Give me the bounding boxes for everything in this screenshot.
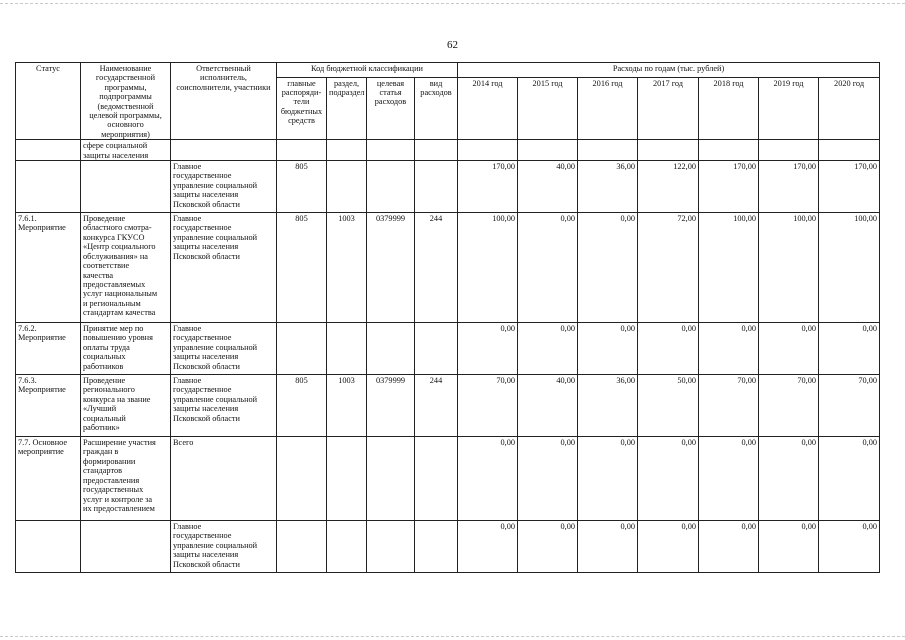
section-cell-text: 1003 xyxy=(338,214,355,224)
expense-cell: 0,00 xyxy=(578,521,638,573)
header-year-2015: 2015 год xyxy=(518,77,578,140)
expense-cell: 0,00 xyxy=(638,521,699,573)
header-grbs: главные распоряди-тели бюджетных средств xyxy=(277,77,327,140)
expense-cell: 40,00 xyxy=(518,161,578,213)
expense-cell: 100,00 xyxy=(699,213,759,323)
responsible-cell xyxy=(171,437,277,521)
status-cell xyxy=(16,213,81,323)
expense-cell: 0,00 xyxy=(518,213,578,323)
expense-cell: 0,00 xyxy=(638,437,699,521)
status-cell xyxy=(16,323,81,375)
table-row xyxy=(16,323,880,375)
expense-cell xyxy=(638,140,699,161)
table-row xyxy=(16,213,880,323)
grbs-cell xyxy=(277,323,327,375)
scan-edge-top xyxy=(0,3,905,4)
table-row xyxy=(16,161,880,213)
expense-cell: 70,00 xyxy=(458,375,518,437)
header-name: Наименование государственной программы, подпрограммы (ведомственной целевой программы, основного мероприятия) xyxy=(81,63,171,140)
type-cell xyxy=(415,375,458,437)
section-cell xyxy=(327,140,367,161)
expense-cell: 0,00 xyxy=(458,323,518,375)
expense-cell: 0,00 xyxy=(518,521,578,573)
name-cell xyxy=(81,521,171,573)
section-cell xyxy=(327,521,367,573)
responsible-cell xyxy=(171,375,277,437)
type-cell-text: 244 xyxy=(429,214,443,224)
status-cell-text: 7.6.3. Мероприятие xyxy=(18,376,66,395)
expense-cell: 122,00 xyxy=(638,161,699,213)
header-year-2019: 2019 год xyxy=(759,77,819,140)
expense-cell: 70,00 xyxy=(759,375,819,437)
grbs-cell xyxy=(277,437,327,521)
name-cell-text: Проведение областного смотра- конкурса ГКУСО «Центр социального обслуживания» на соответствие качества предоставляемых услуг национальным и региональным стандартам качества xyxy=(83,214,158,318)
header-year-2017: 2017 год xyxy=(638,77,699,140)
responsible-cell xyxy=(171,323,277,375)
expense-cell: 50,00 xyxy=(638,375,699,437)
expense-cell xyxy=(578,140,638,161)
header-article: целевая статья расходов xyxy=(367,77,415,140)
expense-cell: 0,00 xyxy=(518,437,578,521)
status-cell-text: 7.7. Основное мероприятие xyxy=(18,438,68,457)
status-cell xyxy=(16,437,81,521)
grbs-cell xyxy=(277,521,327,573)
expense-cell: 0,00 xyxy=(759,323,819,375)
status-cell-text: 7.6.2. Мероприятие xyxy=(18,324,66,343)
grbs-cell-text: 805 xyxy=(295,376,308,386)
expense-cell: 100,00 xyxy=(458,213,518,323)
grbs-cell xyxy=(277,375,327,437)
article-cell xyxy=(367,437,415,521)
expense-cell: 70,00 xyxy=(699,375,759,437)
section-cell-text: 1003 xyxy=(338,376,355,386)
expense-cell: 0,00 xyxy=(578,213,638,323)
expense-cell xyxy=(699,140,759,161)
section-cell xyxy=(327,161,367,213)
expense-cell: 0,00 xyxy=(819,437,880,521)
expense-cell: 100,00 xyxy=(759,213,819,323)
expense-cell: 0,00 xyxy=(578,323,638,375)
expense-cell: 0,00 xyxy=(578,437,638,521)
status-cell xyxy=(16,521,81,573)
table-row xyxy=(16,437,880,521)
expense-cell: 36,00 xyxy=(578,375,638,437)
header-year-2016: 2016 год xyxy=(578,77,638,140)
article-cell xyxy=(367,161,415,213)
name-cell xyxy=(81,213,171,323)
grbs-cell-text: 805 xyxy=(295,162,308,172)
type-cell xyxy=(415,161,458,213)
table-row xyxy=(16,375,880,437)
expense-cell: 70,00 xyxy=(819,375,880,437)
header-budget-code: Код бюджетной классификации xyxy=(277,63,458,78)
expense-cell: 170,00 xyxy=(458,161,518,213)
responsible-cell xyxy=(171,213,277,323)
section-cell xyxy=(327,213,367,323)
header-section: раздел, подраздел xyxy=(327,77,367,140)
responsible-cell-text: Главное государственное управление социальной защиты населения Псковской области xyxy=(173,214,258,261)
grbs-cell-text: 805 xyxy=(295,214,308,224)
article-cell xyxy=(367,213,415,323)
table-row xyxy=(16,521,880,573)
section-cell xyxy=(327,375,367,437)
responsible-cell-text: Главное государственное управление социальной защиты населения Псковской области xyxy=(173,162,258,209)
article-cell xyxy=(367,140,415,161)
type-cell-text: 244 xyxy=(429,376,443,386)
budget-table xyxy=(15,62,880,573)
grbs-cell xyxy=(277,213,327,323)
section-cell xyxy=(327,437,367,521)
header-year-2018: 2018 год xyxy=(699,77,759,140)
name-cell-text: сфере социальной защиты населения xyxy=(83,141,149,160)
article-cell xyxy=(367,521,415,573)
expense-cell xyxy=(518,140,578,161)
header-year-2014: 2014 год xyxy=(458,77,518,140)
name-cell-text: Принятие мер по повышению уровня оплаты труда социальных работников xyxy=(83,324,153,371)
expense-cell xyxy=(819,140,880,161)
table-row xyxy=(16,140,880,161)
type-cell xyxy=(415,521,458,573)
responsible-cell-text: Всего xyxy=(173,438,194,448)
name-cell-text: Проведение регионального конкурса на звание «Лучший социальный работник» xyxy=(83,376,151,433)
expense-cell: 0,00 xyxy=(699,323,759,375)
type-cell xyxy=(415,213,458,323)
type-cell xyxy=(415,140,458,161)
grbs-cell xyxy=(277,161,327,213)
expense-cell: 170,00 xyxy=(699,161,759,213)
name-cell xyxy=(81,161,171,213)
type-cell xyxy=(415,323,458,375)
status-cell-text: 7.6.1. Мероприятие xyxy=(18,214,66,233)
scan-edge-bottom xyxy=(0,636,905,637)
expense-cell: 100,00 xyxy=(819,213,880,323)
article-cell xyxy=(367,375,415,437)
expense-cell: 170,00 xyxy=(819,161,880,213)
expense-cell: 0,00 xyxy=(699,521,759,573)
expense-cell: 0,00 xyxy=(699,437,759,521)
expense-cell: 0,00 xyxy=(458,437,518,521)
header-responsible: Ответственный исполнитель, соисполнители, участники xyxy=(171,63,277,140)
responsible-cell xyxy=(171,140,277,161)
name-cell xyxy=(81,323,171,375)
expense-cell: 0,00 xyxy=(638,323,699,375)
name-cell xyxy=(81,140,171,161)
status-cell xyxy=(16,161,81,213)
section-cell xyxy=(327,323,367,375)
type-cell xyxy=(415,437,458,521)
expense-cell xyxy=(759,140,819,161)
responsible-cell-text: Главное государственное управление социальной защиты населения Псковской области xyxy=(173,522,258,569)
status-cell xyxy=(16,375,81,437)
expense-cell: 0,00 xyxy=(819,323,880,375)
header-type: вид расходов xyxy=(415,77,458,140)
expense-cell xyxy=(458,140,518,161)
expense-cell: 36,00 xyxy=(578,161,638,213)
expense-cell: 0,00 xyxy=(819,521,880,573)
expense-cell: 0,00 xyxy=(458,521,518,573)
responsible-cell-text: Главное государственное управление социальной защиты населения Псковской области xyxy=(173,376,258,423)
page-number: 62 xyxy=(447,39,458,51)
responsible-cell xyxy=(171,161,277,213)
expense-cell: 0,00 xyxy=(759,437,819,521)
responsible-cell-text: Главное государственное управление социальной защиты населения Псковской области xyxy=(173,324,258,371)
expense-cell: 40,00 xyxy=(518,375,578,437)
expense-cell: 0,00 xyxy=(518,323,578,375)
expense-cell: 170,00 xyxy=(759,161,819,213)
article-cell-text: 0379999 xyxy=(375,376,406,386)
header-row-1 xyxy=(16,63,880,78)
expense-cell: 72,00 xyxy=(638,213,699,323)
grbs-cell xyxy=(277,140,327,161)
status-cell xyxy=(16,140,81,161)
expense-cell: 0,00 xyxy=(759,521,819,573)
name-cell xyxy=(81,375,171,437)
table-body xyxy=(16,140,880,573)
name-cell xyxy=(81,437,171,521)
article-cell-text: 0379999 xyxy=(375,214,406,224)
header-expenses: Расходы по годам (тыс. рублей) xyxy=(458,63,880,78)
responsible-cell xyxy=(171,521,277,573)
article-cell xyxy=(367,323,415,375)
name-cell-text: Расширение участия граждан в формировании стандартов предоставления государственных услуг и контроле за их предоставлением xyxy=(83,438,156,513)
header-year-2020: 2020 год xyxy=(819,77,880,140)
header-status: Статус xyxy=(16,63,81,140)
